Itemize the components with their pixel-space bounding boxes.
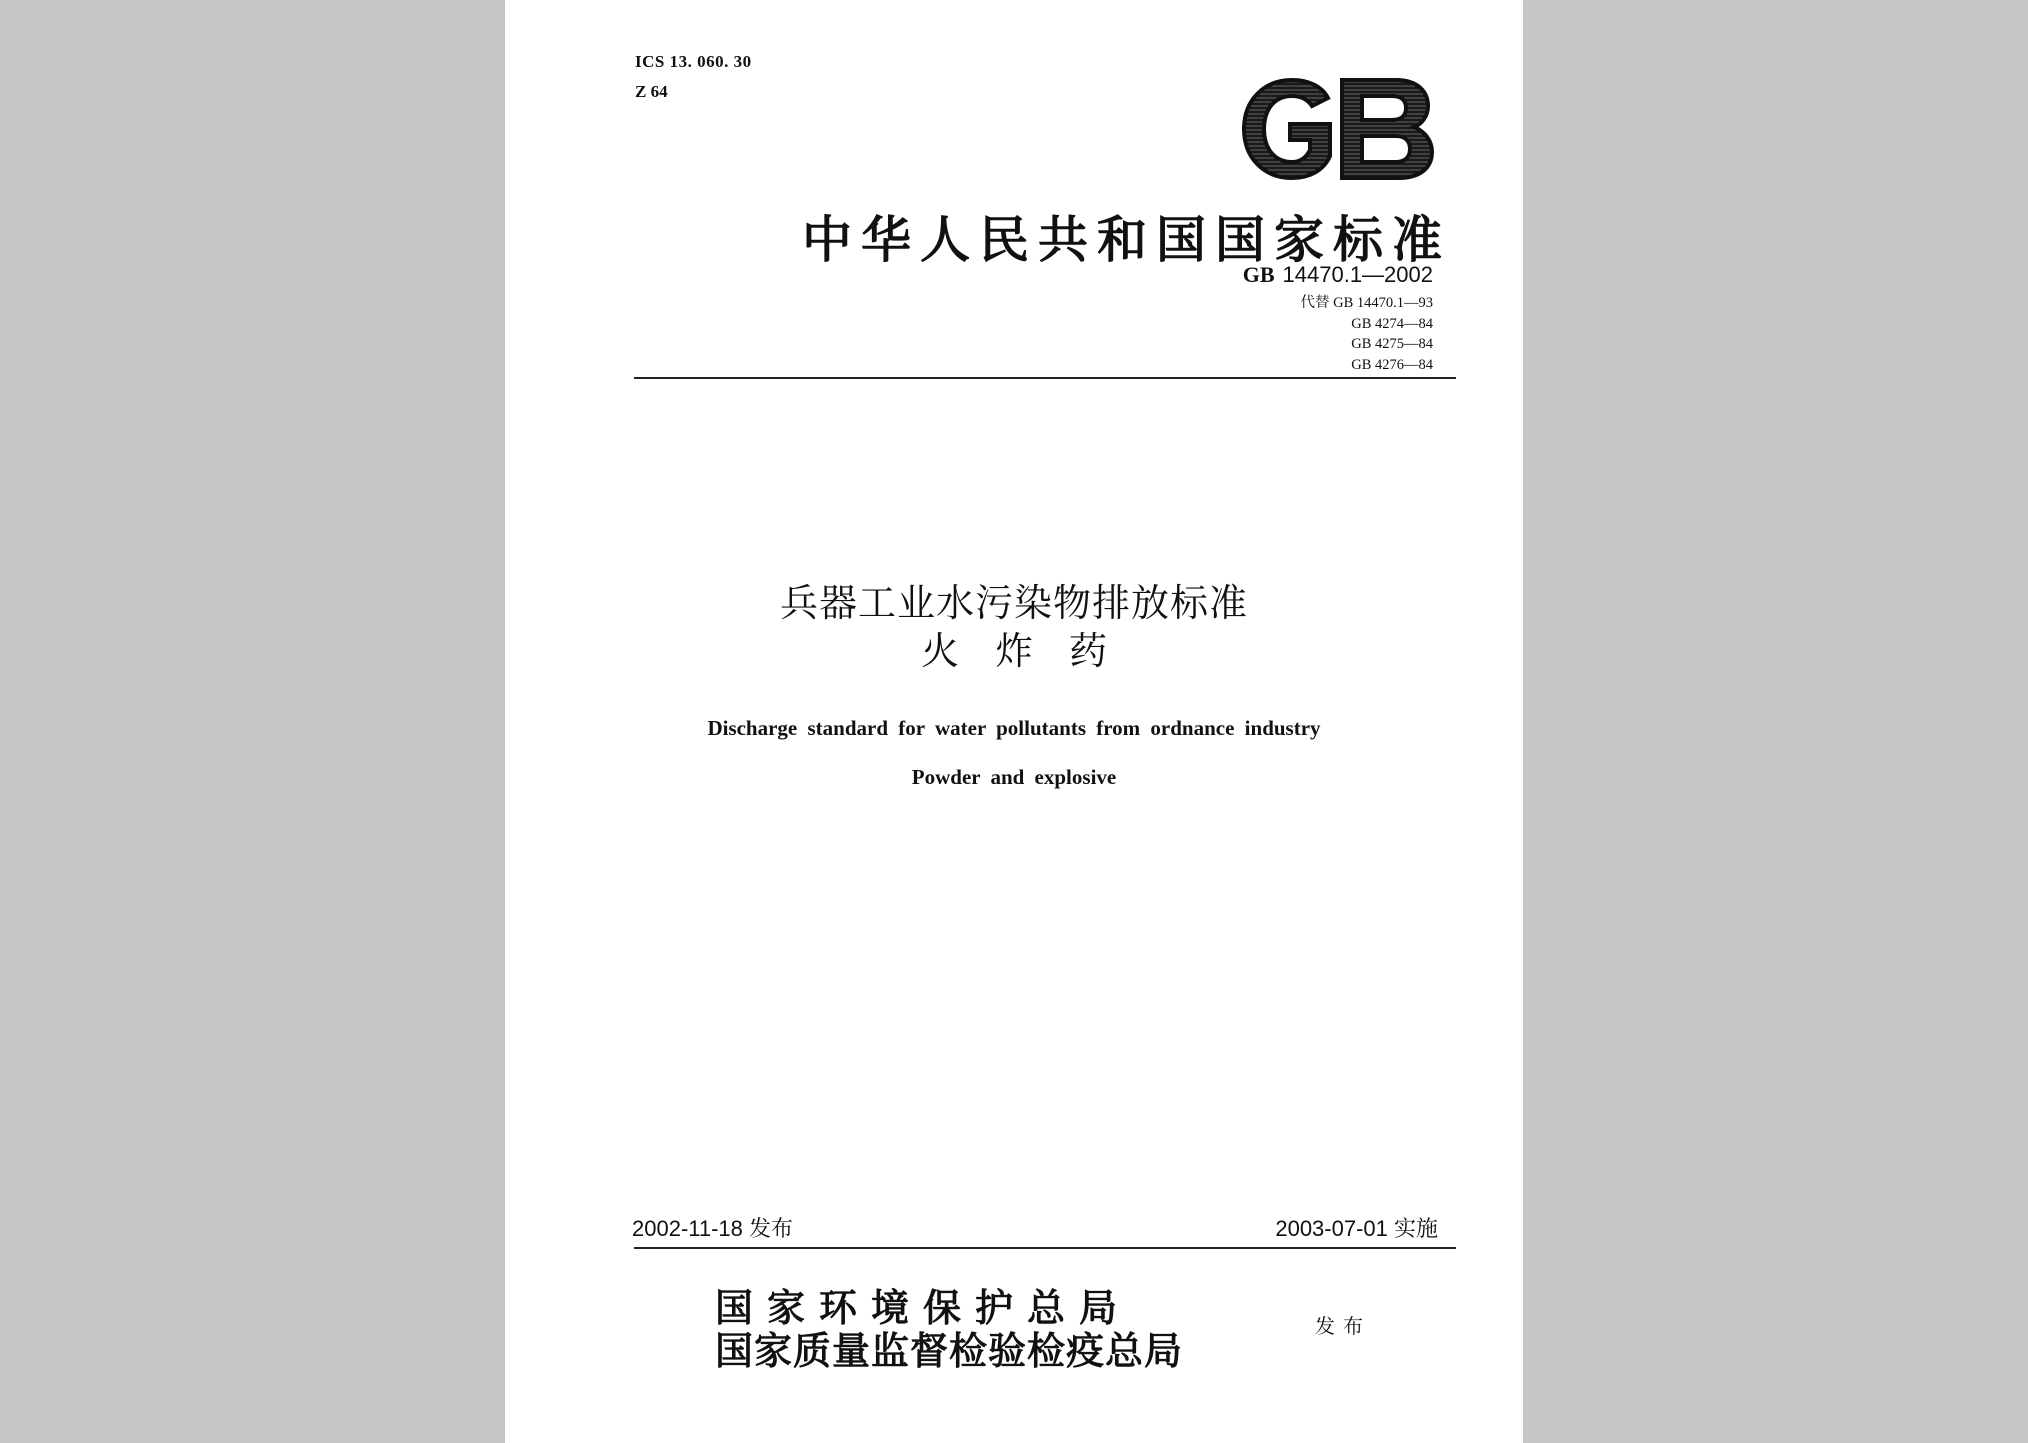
logo-text: GB <box>1337 136 1339 137</box>
replaces-item: GB 4275—84 <box>1351 336 1433 352</box>
header-divider <box>634 377 1456 379</box>
national-standard-heading: 中华人民共和国国家标准 <box>802 210 1451 269</box>
publish-date: 2002-11-18 发布 <box>632 1216 794 1241</box>
title-chinese: 兵器工业水污染物排放标准 <box>779 581 1248 625</box>
subtitle-english: Powder and explosive <box>911 765 1117 789</box>
document-page <box>505 0 1523 1443</box>
publisher-2: 国家质量监督检验检疫总局 <box>715 1328 1184 1373</box>
title-english: Discharge standard for water pollutants from ordnance industry <box>707 716 1321 740</box>
implementation-date: 2003-07-01 实施 <box>1275 1216 1438 1241</box>
standard-number <box>1243 262 1433 288</box>
replaces-item: GB 4274—84 <box>1351 315 1433 332</box>
standard-number-value: 14470.1—2002 <box>1282 262 1433 287</box>
footer-divider <box>634 1247 1456 1249</box>
replaces-list <box>1300 293 1433 375</box>
subtitle-chinese: 火炸药 <box>920 629 1143 673</box>
replaces-item: GB 4276—84 <box>1351 356 1433 373</box>
ics-code: ICS 13. 060. 30 <box>635 52 752 71</box>
standard-prefix: GB <box>1242 262 1275 287</box>
replaces-item: 代替 GB 14470.1—93 <box>1300 295 1433 311</box>
publisher-1: 国家环境保护总局 <box>715 1285 1132 1330</box>
classification-code: Z 64 <box>635 82 668 101</box>
issue-label: 发布 <box>1315 1314 1371 1338</box>
gb-logo <box>1238 76 1436 182</box>
